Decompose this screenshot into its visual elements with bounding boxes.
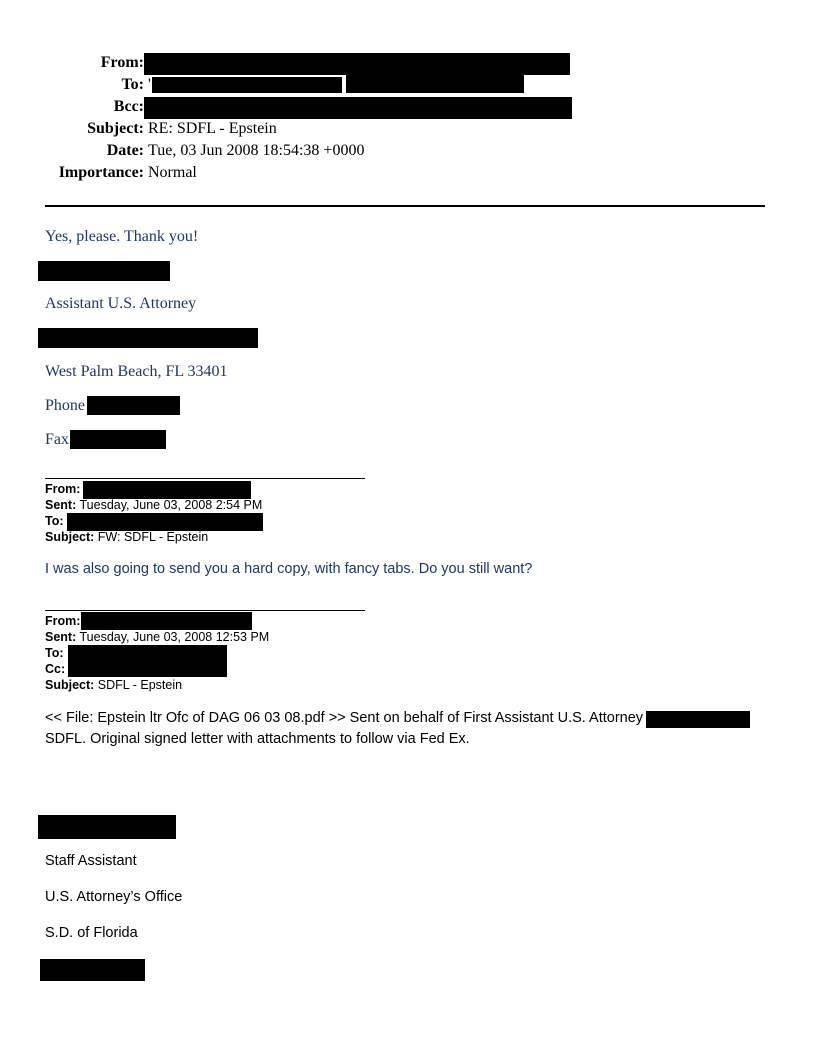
forward2-subject-value: SDFL - Epstein bbox=[97, 678, 183, 692]
forward2-body-line2: SDFL. Original signed letter with attachments to follow via Fed Ex. bbox=[45, 731, 470, 747]
forward2-subject-label: Subject: bbox=[45, 678, 95, 692]
forward1-from bbox=[45, 481, 80, 497]
forward1-subject-value: FW: SDFL - Epstein bbox=[97, 530, 209, 544]
forward2-sent-value: Tuesday, June 03, 2008 12:53 PM bbox=[79, 630, 270, 644]
to-value-fragment: ' bbox=[148, 76, 151, 93]
signature-office: U.S. Attorney’s Office bbox=[45, 889, 183, 905]
forward2-to-label: To: bbox=[45, 646, 64, 660]
subject-label: Subject: bbox=[87, 120, 144, 137]
to-label: To: bbox=[121, 76, 144, 93]
forward2-subject bbox=[45, 677, 182, 693]
forward2-sent-label: Sent: bbox=[45, 630, 77, 644]
forward2-from bbox=[45, 613, 80, 629]
forward1-sent-value: Tuesday, June 03, 2008 2:54 PM bbox=[79, 498, 263, 512]
forward1-from-label: From: bbox=[45, 482, 81, 496]
signature-city: West Palm Beach, FL 33401 bbox=[45, 363, 228, 380]
forward1-sent bbox=[45, 497, 262, 513]
forward1-sent-label: Sent: bbox=[45, 498, 77, 512]
reply-body: Yes, please. Thank you! bbox=[45, 228, 199, 245]
forward1-subject-label: Subject: bbox=[45, 530, 95, 544]
date-value: Tue, 03 Jun 2008 18:54:38 +0000 bbox=[148, 142, 365, 159]
from-label: From: bbox=[100, 54, 144, 71]
forward2-to bbox=[45, 645, 64, 661]
forward1-to bbox=[45, 513, 64, 529]
forward1-to-label: To: bbox=[45, 514, 64, 528]
redaction-forward2-to-cc bbox=[68, 645, 227, 677]
forward2-cc bbox=[45, 661, 65, 677]
bcc-label: Bcc: bbox=[113, 98, 144, 115]
redaction-fax bbox=[70, 430, 166, 449]
signature-district: S.D. of Florida bbox=[45, 925, 138, 941]
date-label: Date: bbox=[106, 142, 144, 159]
redaction-street-address bbox=[38, 328, 258, 348]
redaction-staff-name bbox=[38, 815, 176, 839]
redaction-from bbox=[144, 53, 570, 75]
redaction-sender-name bbox=[38, 261, 170, 281]
header-divider bbox=[45, 205, 765, 207]
forward2-cc-label: Cc: bbox=[45, 662, 66, 676]
forward1-separator bbox=[45, 478, 365, 479]
forward2-body-line1: << File: Epstein ltr Ofc of DAG 06 03 08.pdf >> Sent on behalf of First Assistant U.S. Attorney bbox=[45, 710, 644, 726]
forward2-separator bbox=[45, 610, 365, 611]
subject-value: RE: SDFL - Epstein bbox=[148, 120, 277, 137]
forward2-from-label: From: bbox=[45, 614, 81, 628]
redaction-staff-contact bbox=[40, 959, 145, 981]
forward1-subject bbox=[45, 529, 208, 545]
signature-role: Staff Assistant bbox=[45, 853, 137, 869]
signature-title: Assistant U.S. Attorney bbox=[45, 295, 197, 312]
forward2-sent bbox=[45, 629, 269, 645]
redaction-to-1 bbox=[152, 77, 342, 93]
forward1-body: I was also going to send you a hard copy, with fancy tabs. Do you still want? bbox=[45, 561, 533, 577]
redaction-phone bbox=[87, 396, 180, 415]
redaction-first-assistant-name bbox=[646, 711, 750, 728]
redaction-forward2-from bbox=[81, 612, 252, 630]
phone-label: Phone bbox=[45, 397, 85, 414]
redaction-to-2 bbox=[346, 75, 524, 93]
redaction-bcc bbox=[144, 97, 572, 119]
importance-value: Normal bbox=[148, 164, 197, 181]
fax-label: Fax bbox=[45, 431, 69, 448]
importance-label: Importance: bbox=[58, 164, 144, 181]
